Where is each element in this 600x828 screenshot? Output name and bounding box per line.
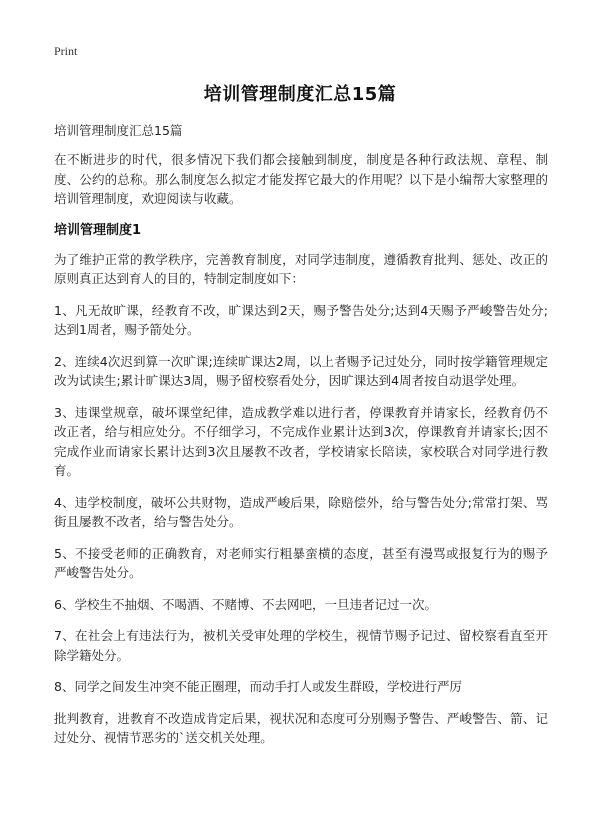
- section-lead-paragraph: 为了维护正常的教学秩序，完善教育制度，对同学违制度，遵循教育批判、惩处、改正的原则真正达到育人的目的，特制定制度如下：: [54, 251, 548, 286]
- document-subtitle: 培训管理制度汇总15篇: [54, 123, 183, 138]
- rule-item-3: 3、违课堂规章，破坏课堂纪律，造成教学难以进行者，停课教育并请家长，经教育仍不改正者，给与相应处分。不仔细学习，不完成作业累计达到3次，停课教育并请家长;因不完成作业而请家长累计达到3次且屡教不改者，学校请家长陪读，家校联合对同学进行教育。: [54, 404, 548, 478]
- document-body: [54, 150, 548, 760]
- rule-item-2: 2、连续4次迟到算一次旷课;连续旷课达2周，以上者赐予记过处分，同时按学籍管理规定改为试读生;累计旷课达3周，赐予留校察看处分，因旷课达到4周者按自动退学处理。: [54, 353, 548, 388]
- intro-paragraph: 在不断进步的时代，很多情况下我们都会接触到制度，制度是各种行政法规、章程、制度、公约的总称。那么制度怎么拟定才能发挥它最大的作用呢？以下是小编帮大家整理的培训管理制度，欢迎阅读与收藏。: [54, 152, 548, 206]
- page-title: 培训管理制度汇总15篇: [203, 84, 397, 105]
- rule-item-5: 5、不接受老师的正确教育，对老师实行粗暴蛮横的态度，甚至有漫骂或报复行为的赐予严峻警告处分。: [54, 545, 548, 580]
- rule-item-6: 6、学校生不抽烟、不喝酒、不赌博、不去网吧，一旦违者记过一次。: [54, 596, 437, 612]
- rule-item-4: 4、违学校制度，破坏公共财物，造成严峻后果，除赔偿外，给与警告处分;常常打架、骂街且屡教不改者，给与警告处分。: [54, 494, 548, 529]
- rule-item-8: 8、同学之间发生冲突不能正圈理，而动手打人或发生群殴，学校进行严厉: [54, 679, 462, 694]
- print-label[interactable]: Print: [54, 44, 78, 58]
- rule-item-7: 7、在社会上有违法行为，被机关受审处理的学校生，视情节赐予记过、留校察看直至开除学籍处分。: [54, 628, 548, 663]
- rule-item-8-continued: 批判教育，进教育不改造成肯定后果，视状况和态度可分别赐予警告、严峻警告、箭、记过处分、视情节恶劣的`送交机关处理。: [54, 710, 548, 745]
- rule-item-1: 1、凡无故旷课，经教育不改，旷课达到2天，赐予警告处分;达到4天赐予严峻警告处分;达到1周者，赐予箭处分。: [54, 302, 548, 337]
- section-heading: 培训管理制度1: [54, 222, 142, 238]
